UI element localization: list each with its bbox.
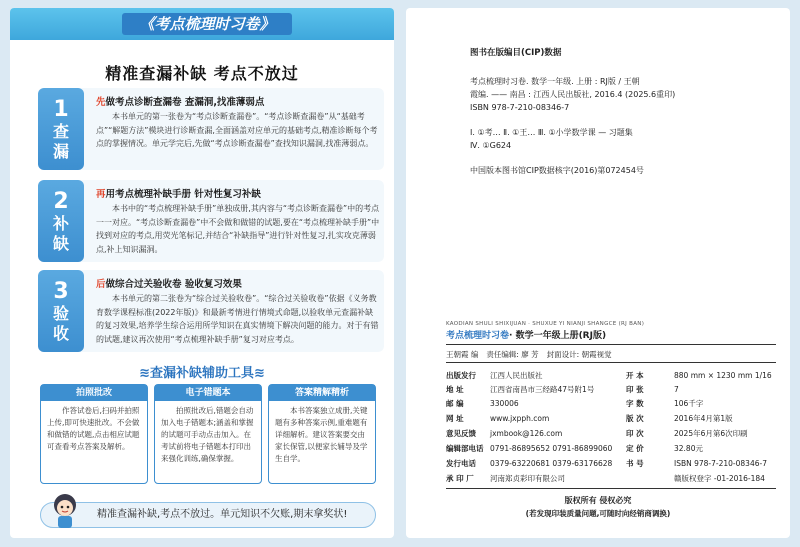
info-price: 定 价 32.80元 — [626, 444, 703, 453]
cip-line: Ⅰ. ①考… Ⅱ. ①王… Ⅲ. ①小学数学课 — 习题集 — [470, 128, 633, 137]
step-1-card — [40, 88, 384, 170]
step-2-tab: 2 补 缺 — [38, 180, 84, 262]
tool-error-book — [154, 384, 262, 484]
page-title: 精准查漏补缺 考点不放过 — [105, 64, 299, 83]
tool-title: 拍照批改 — [41, 385, 147, 401]
tool-body: 本书答案独立成册,关键题有多种答案示例,重难题有详细解析。建议答案要交由家长保管,以便家长辅导及学生自学。 — [275, 406, 368, 463]
cip-line: Ⅳ. ①G624 — [470, 141, 512, 150]
step-3-body: 本书单元的第二张卷为“综合过关验收卷”。“综合过关验收卷”依据《义务教育数学课程标准(2022年版)》和最新考情进行情境式命题,以验收单元查漏补缺的复习效果,培养学生综合运用所学知识在真实情境下解决问题的能力。对于有错的试题,建议再次使用“考点梳理补缺手册”复习对应考点。 — [96, 294, 379, 344]
info-website: 网 址 www.jxpph.com — [446, 414, 550, 423]
left-page — [10, 8, 394, 538]
step-1-heading: 先做考点诊断查漏卷 查漏洞,找准薄弱点 — [96, 97, 265, 108]
divider — [446, 362, 776, 363]
step-2-body: 本书中的“考点梳理补缺手册”单独成册,其内容与“考点诊断查漏卷”中的考点一一对应。“考点诊断查漏卷”中不会做和做错的试题,要在“考点梳理补缺手册”中找到对应的考点,用荧光笔标记,并结合“补缺指导”进行针对性复习,扎实攻克薄弱点,补上知识漏洞。 — [96, 204, 380, 254]
step-3-heading: 后做综合过关验收卷 验收复习效果 — [96, 279, 242, 290]
copyright-notice: 版权所有 侵权必究 — [564, 496, 632, 505]
cip-line: 考点梳理时习卷. 数学一年级. 上册 : RJ版 / 王朝 — [470, 77, 640, 86]
step-2-heading: 再用考点梳理补缺手册 针对性复习补缺 — [96, 189, 261, 200]
cip-line: ISBN 978-7-210-08346-7 — [470, 103, 570, 112]
divider — [446, 488, 776, 489]
book-name: 考点梳理时习卷· 数学一年级上册(RJ版) — [446, 331, 607, 341]
tools-title: ≋查漏补缺辅助工具≋ — [139, 366, 265, 381]
info-isbn: 书 号 ISBN 978-7-210-08346-7 — [626, 459, 767, 468]
info-wordcount: 字 数 106千字 — [626, 399, 704, 408]
info-publisher: 出版发行 江西人民出版社 — [446, 371, 543, 380]
student-mascot-icon — [50, 492, 80, 528]
cip-heading: 图书在版编目(CIP)数据 — [470, 48, 562, 58]
banner-title: 《考点梳理时习卷》 — [122, 13, 292, 35]
step-2-card — [40, 180, 384, 262]
tool-answer-guide — [268, 384, 376, 484]
info-sheets: 印 张 7 — [626, 385, 679, 394]
info-feedback: 意见反馈 jxmbook@126.com — [446, 429, 563, 438]
info-sales-phone: 发行电话 0379-63220681 0379-63176628 — [446, 459, 613, 468]
info-edition: 版 次 2016年4月第1版 — [626, 414, 733, 423]
cip-line: 霞编. —— 南昌 : 江西人民出版社, 2016.4 (2025.6重印) — [470, 90, 676, 99]
info-format: 开 本 880 mm × 1230 mm 1/16 — [626, 371, 772, 380]
tool-body: 作答试卷后,扫码并拍照上传,即可快速批改。不会做和做错的试题,点击相应试题可查看考点答案及解析。 — [47, 406, 140, 451]
cip-line: 中国版本图书馆CIP数据核字(2016)第072454号 — [470, 166, 644, 175]
credits: 王朝霞 编 责任编辑: 廖 芳 封面设计: 朝霞视觉 — [446, 350, 612, 359]
divider — [446, 344, 776, 345]
info-printer: 承 印 厂 河南郑贞彩印有限公司 — [446, 474, 565, 483]
book-pinyin: KAODIAN SHULI SHIXIJUAN · SHUXUE YI NIANJI SHANGCE (RJ BAN) — [446, 321, 645, 327]
tool-body: 拍照批改后,错题会自动加入电子错题本;涵盖和掌握的试题可手动点击加入。在考试前将电子错题本打印出来强化训练,确保掌握。 — [161, 406, 254, 463]
footer-slogan: 精准查漏补缺,考点不放过。单元知识不欠账,期末拿奖状! — [40, 502, 376, 528]
book-title-strip — [446, 321, 776, 341]
info-copyright-reg: 赣版权登字 -01-2016-184 — [674, 474, 765, 483]
info-printing: 印 次 2025年6月第6次印刷 — [626, 429, 748, 438]
info-editor-phone: 编辑部电话 0791-86895652 0791-86899060 — [446, 444, 613, 453]
info-postcode: 邮 编 330006 — [446, 399, 519, 408]
step-3-card — [40, 270, 384, 352]
right-page — [406, 8, 790, 538]
tool-title: 答案精解精析 — [269, 385, 375, 401]
tool-title: 电子错题本 — [155, 385, 261, 401]
tool-photo-grading — [40, 384, 148, 484]
header-banner — [10, 8, 394, 40]
step-1-body: 本书单元的第一张卷为“考点诊断查漏卷”。“考点诊断查漏卷”从“基础考点”“解题方法”模块进行诊断查漏,全面涵盖对应单元的基础考点,精准诊断每个考点的掌握情况。单元学完后,先做“考点诊断查漏卷”查找知识漏洞,找准薄弱点。 — [96, 112, 378, 148]
info-address: 地 址 江西省南昌市三经路47号附1号 — [446, 385, 595, 394]
quality-notice: (若发现印装质量问题,可随时向经销商调换) — [525, 509, 671, 518]
step-1-tab: 1 查 漏 — [38, 88, 84, 170]
step-3-tab: 3 验 收 — [38, 270, 84, 352]
